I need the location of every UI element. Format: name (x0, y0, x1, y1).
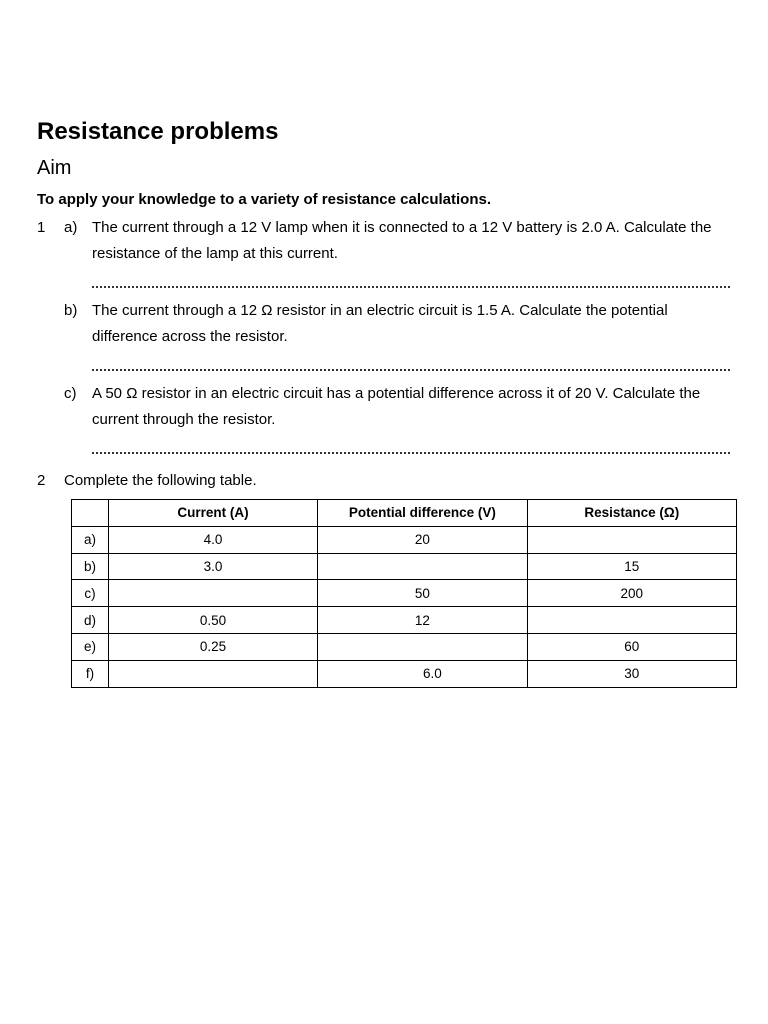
table-row (72, 553, 737, 580)
question-2-number: 2 (37, 472, 46, 489)
question-1b-text: The current through a 12 Ω resistor in an electric circuit is 1.5 A. Calculate the potential difference across the resistor. (92, 302, 668, 345)
potential-difference-cell[interactable]: 20 (318, 526, 527, 553)
potential-difference-cell[interactable]: 6.0 (318, 660, 527, 687)
answer-line-1b[interactable] (92, 367, 730, 371)
answer-line-1a[interactable] (92, 284, 730, 288)
aim-heading: Aim (37, 157, 72, 179)
values-table (71, 499, 737, 688)
current-cell[interactable] (108, 580, 317, 607)
resistance-cell[interactable] (527, 607, 736, 634)
question-1-number: 1 (37, 219, 46, 236)
resistance-cell[interactable]: 200 (527, 580, 736, 607)
potential-difference-cell[interactable]: 12 (318, 607, 527, 634)
question-2-text: Complete the following table. (64, 472, 257, 489)
row-label: f) (72, 660, 109, 687)
current-cell[interactable]: 0.25 (108, 633, 317, 660)
aim-statement: To apply your knowledge to a variety of resistance calculations. (37, 191, 492, 208)
table-row (72, 526, 737, 553)
current-cell[interactable] (108, 660, 317, 687)
resistance-cell[interactable]: 15 (527, 553, 736, 580)
row-label: e) (72, 633, 109, 660)
row-label: a) (72, 526, 109, 553)
table-row (72, 660, 737, 687)
table-header-row (72, 500, 737, 527)
potential-difference-cell[interactable] (318, 553, 527, 580)
resistance-cell[interactable] (527, 526, 736, 553)
potential-difference-cell[interactable] (318, 633, 527, 660)
current-cell[interactable]: 4.0 (108, 526, 317, 553)
header-resistance: Resistance (Ω) (527, 500, 736, 527)
header-potential-difference: Potential difference (V) (318, 500, 527, 527)
row-label: d) (72, 607, 109, 634)
question-1c-letter: c) (64, 385, 77, 402)
answer-line-1c[interactable] (92, 450, 730, 454)
question-1a-text: The current through a 12 V lamp when it is connected to a 12 V battery is 2.0 A. Calculate the resistance of the lamp at this current. (92, 219, 712, 262)
question-1b-letter: b) (64, 302, 78, 319)
current-cell[interactable]: 3.0 (108, 553, 317, 580)
question-1a-letter: a) (64, 219, 78, 236)
table-row (72, 580, 737, 607)
row-label: b) (72, 553, 109, 580)
current-cell[interactable]: 0.50 (108, 607, 317, 634)
table-row (72, 633, 737, 660)
resistance-cell[interactable]: 60 (527, 633, 736, 660)
table-row (72, 607, 737, 634)
header-current: Current (A) (108, 500, 317, 527)
question-1c-text: A 50 Ω resistor in an electric circuit has a potential difference across it of 20 V. Calculate the current through the resistor. (92, 385, 701, 428)
resistance-cell[interactable]: 30 (527, 660, 736, 687)
potential-difference-cell[interactable]: 50 (318, 580, 527, 607)
page-title: Resistance problems (37, 118, 279, 145)
row-label: c) (72, 580, 109, 607)
header-blank (72, 500, 109, 527)
